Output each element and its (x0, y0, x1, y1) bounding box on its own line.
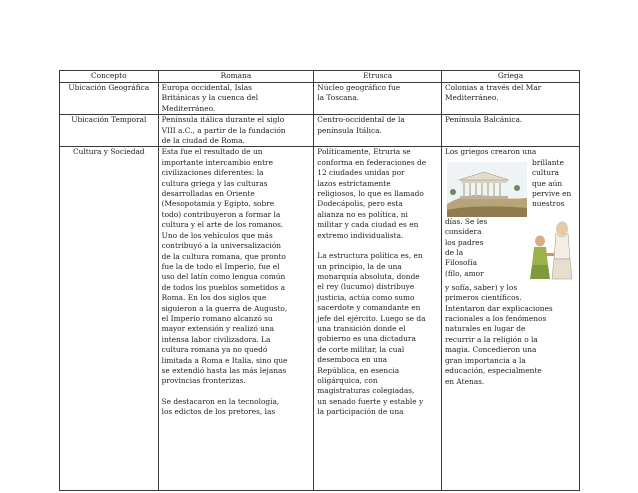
text-line: Políticamente, Etruria se (317, 147, 411, 157)
text-line: racionales a los fenómenos (444, 314, 547, 324)
text-line: todo) contribuyeron a formar la (161, 209, 281, 219)
text-line: en Atenas. (444, 376, 485, 386)
greek-philosophers-illustration (526, 219, 576, 283)
text-line: religiosos, lo que es llamado (317, 189, 424, 199)
text-line: Europa occidental, Islas (161, 83, 252, 92)
text-line: de la ciudad de Roma. (161, 136, 245, 146)
table-row-cultura-sociedad (60, 147, 580, 491)
text-line: oligárquica, con (317, 375, 378, 385)
text-line: de corte militar, la cual (317, 344, 405, 354)
text-line: primeros científicos. (444, 293, 522, 303)
text-line: jefe del ejército. Luego se da (317, 313, 426, 323)
text-line: la participación de una (317, 407, 404, 417)
text-line: naturales en lugar de (444, 324, 526, 334)
text-line: alianza no es política, ni (317, 209, 408, 219)
text-line: cultura romana ya no quedó (161, 345, 268, 355)
text-line: contribuyó a la universalización (161, 241, 282, 251)
cell-etrusca (314, 115, 442, 147)
text-line: intensa labor civilizadora. La (161, 334, 271, 344)
header-etrusca: Etrusca (314, 71, 442, 83)
text-line: República, en esencia (317, 365, 400, 375)
griega-image-block-1 (445, 158, 576, 217)
text-line: civilizaciones diferentes: la (161, 168, 264, 178)
text-line: Los griegos crearon una (444, 147, 537, 157)
text-line: Centro-occidental de la (317, 115, 405, 125)
text-line: Mediterráneo. (161, 103, 216, 113)
text-line: recurrir a la religión o la (444, 334, 538, 344)
text-line: Dodecápolis, pero esta (317, 199, 403, 209)
cell-griega (441, 115, 579, 147)
text-line: se extendió hasta las más lejanas (161, 365, 287, 375)
text-line: monarquía absoluta, donde (317, 271, 420, 281)
text-line: VIII a.C., a partir de la fundación (161, 125, 286, 135)
text-line: (filo, amor (444, 268, 484, 278)
text-line: de la cultura romana, que pronto (161, 251, 286, 261)
griega-image-block-2 (445, 217, 576, 283)
text-line: cultura y el arte de los romanos. (161, 220, 284, 230)
text-line: militar y cada ciudad es en (317, 220, 419, 230)
text-line: sacerdote y comandante en (317, 303, 421, 313)
comparison-table (59, 70, 580, 491)
acropolis-illustration (447, 162, 527, 217)
text-line: magistraturas colegiadas, (317, 386, 415, 396)
text-line: Roma. En los dos siglos que (161, 293, 267, 303)
header-concepto: Concepto (60, 71, 159, 83)
text-line: considera (444, 227, 482, 237)
text-line: (Mesopotamia y Egipto, sobre (161, 199, 275, 209)
text-line: Península itálica durante el siglo (161, 115, 285, 125)
text-line: los padres (444, 237, 484, 247)
text-line: importante intercambio entre (161, 157, 273, 167)
paragraph-gap (317, 241, 438, 251)
text-line: extremo individualista. (317, 230, 404, 240)
text-line: de todos los pueblos sometidos a (161, 282, 285, 292)
griega-right-column (532, 158, 576, 210)
text-line: y sofía, saber) y los (444, 282, 518, 292)
text-line: el rey (lucumo) distribuye (317, 282, 415, 292)
table-row-ubicacion-geografica (60, 83, 580, 115)
text-line: un senado fuerte y estable y (317, 396, 424, 406)
text-line: Intentaron dar explicaciones (444, 303, 553, 313)
text-line: brillante (532, 157, 564, 167)
text-line: cultura griega y las culturas (161, 178, 268, 188)
text-line: Península Balcánica. (444, 115, 523, 125)
text-line: Filosofía (444, 258, 477, 268)
text-line: que aún (532, 178, 563, 188)
text-line: limitada a Roma e Italia, sino que (161, 355, 288, 365)
text-line: siguieron a la guerra de Augusto, (161, 303, 288, 313)
text-line: nuestros (532, 199, 565, 209)
text-line: 12 ciudades unidas por (317, 168, 405, 178)
text-line: fue la de todo el Imperio, fue el (161, 261, 280, 271)
text-line: provincias fronterizas. (161, 376, 246, 386)
row-label: Cultura y Sociedad (60, 147, 159, 491)
text-line: justicia, actúa como sumo (317, 292, 415, 302)
header-romana: Romana (158, 71, 314, 83)
text-line: magia. Concedieron una (444, 345, 537, 355)
text-line: los edictos de los pretores, las (161, 407, 276, 417)
text-line: Mediterráneo. (444, 93, 499, 103)
text-line: educación, especialmente (444, 366, 542, 376)
paragraph-gap (162, 387, 311, 397)
text-line: cultura (532, 168, 559, 178)
row-label: Ubicación Temporal (60, 115, 159, 147)
text-line: mayor extensión y realizó una (161, 324, 275, 334)
text-line: Uno de los vehículos que más (161, 230, 273, 240)
text-line: días. Se les (444, 216, 488, 226)
text-line: conforma en federaciones de (317, 157, 427, 167)
text-line: el Imperio romano alcanzó su (161, 313, 273, 323)
text-line: Se destacaron en la tecnología, (161, 396, 280, 406)
cell-griega (441, 147, 579, 491)
text-line: desemboca en una (317, 355, 388, 365)
text-line: Colonias a través del Mar (444, 83, 542, 92)
text-line: un principio, la de una (317, 261, 402, 271)
row-label: Ubicación Geográfica (60, 83, 159, 115)
cell-griega (441, 83, 579, 115)
text-line: La estructura política es, en (317, 251, 423, 261)
text-line: Núcleo geográfico fue (317, 83, 401, 92)
text-line: una transición donde el (317, 323, 406, 333)
table-header-row (60, 71, 580, 83)
text-line: península Itálica. (317, 125, 382, 135)
text-line: lazos estrictamente (317, 178, 391, 188)
text-line: uso del latín como lengua común (161, 272, 286, 282)
text-line: gobierno es una dictadura (317, 334, 416, 344)
cell-romana (158, 83, 314, 115)
text-line: Británicas y la cuenca del (161, 93, 259, 103)
header-griega: Griega (441, 71, 579, 83)
cell-etrusca (314, 147, 442, 491)
text-line: desarrolladas en Oriente (161, 189, 255, 199)
cell-etrusca (314, 83, 442, 115)
text-line: Esta fue el resultado de un (161, 147, 263, 157)
cell-romana (158, 147, 314, 491)
table-row-ubicacion-temporal (60, 115, 580, 147)
text-line: pervive en (532, 189, 572, 199)
cell-romana (158, 115, 314, 147)
text-line: de la (444, 248, 464, 258)
text-line: la Toscana. (317, 93, 360, 103)
text-line: gran importancia a la (444, 355, 526, 365)
